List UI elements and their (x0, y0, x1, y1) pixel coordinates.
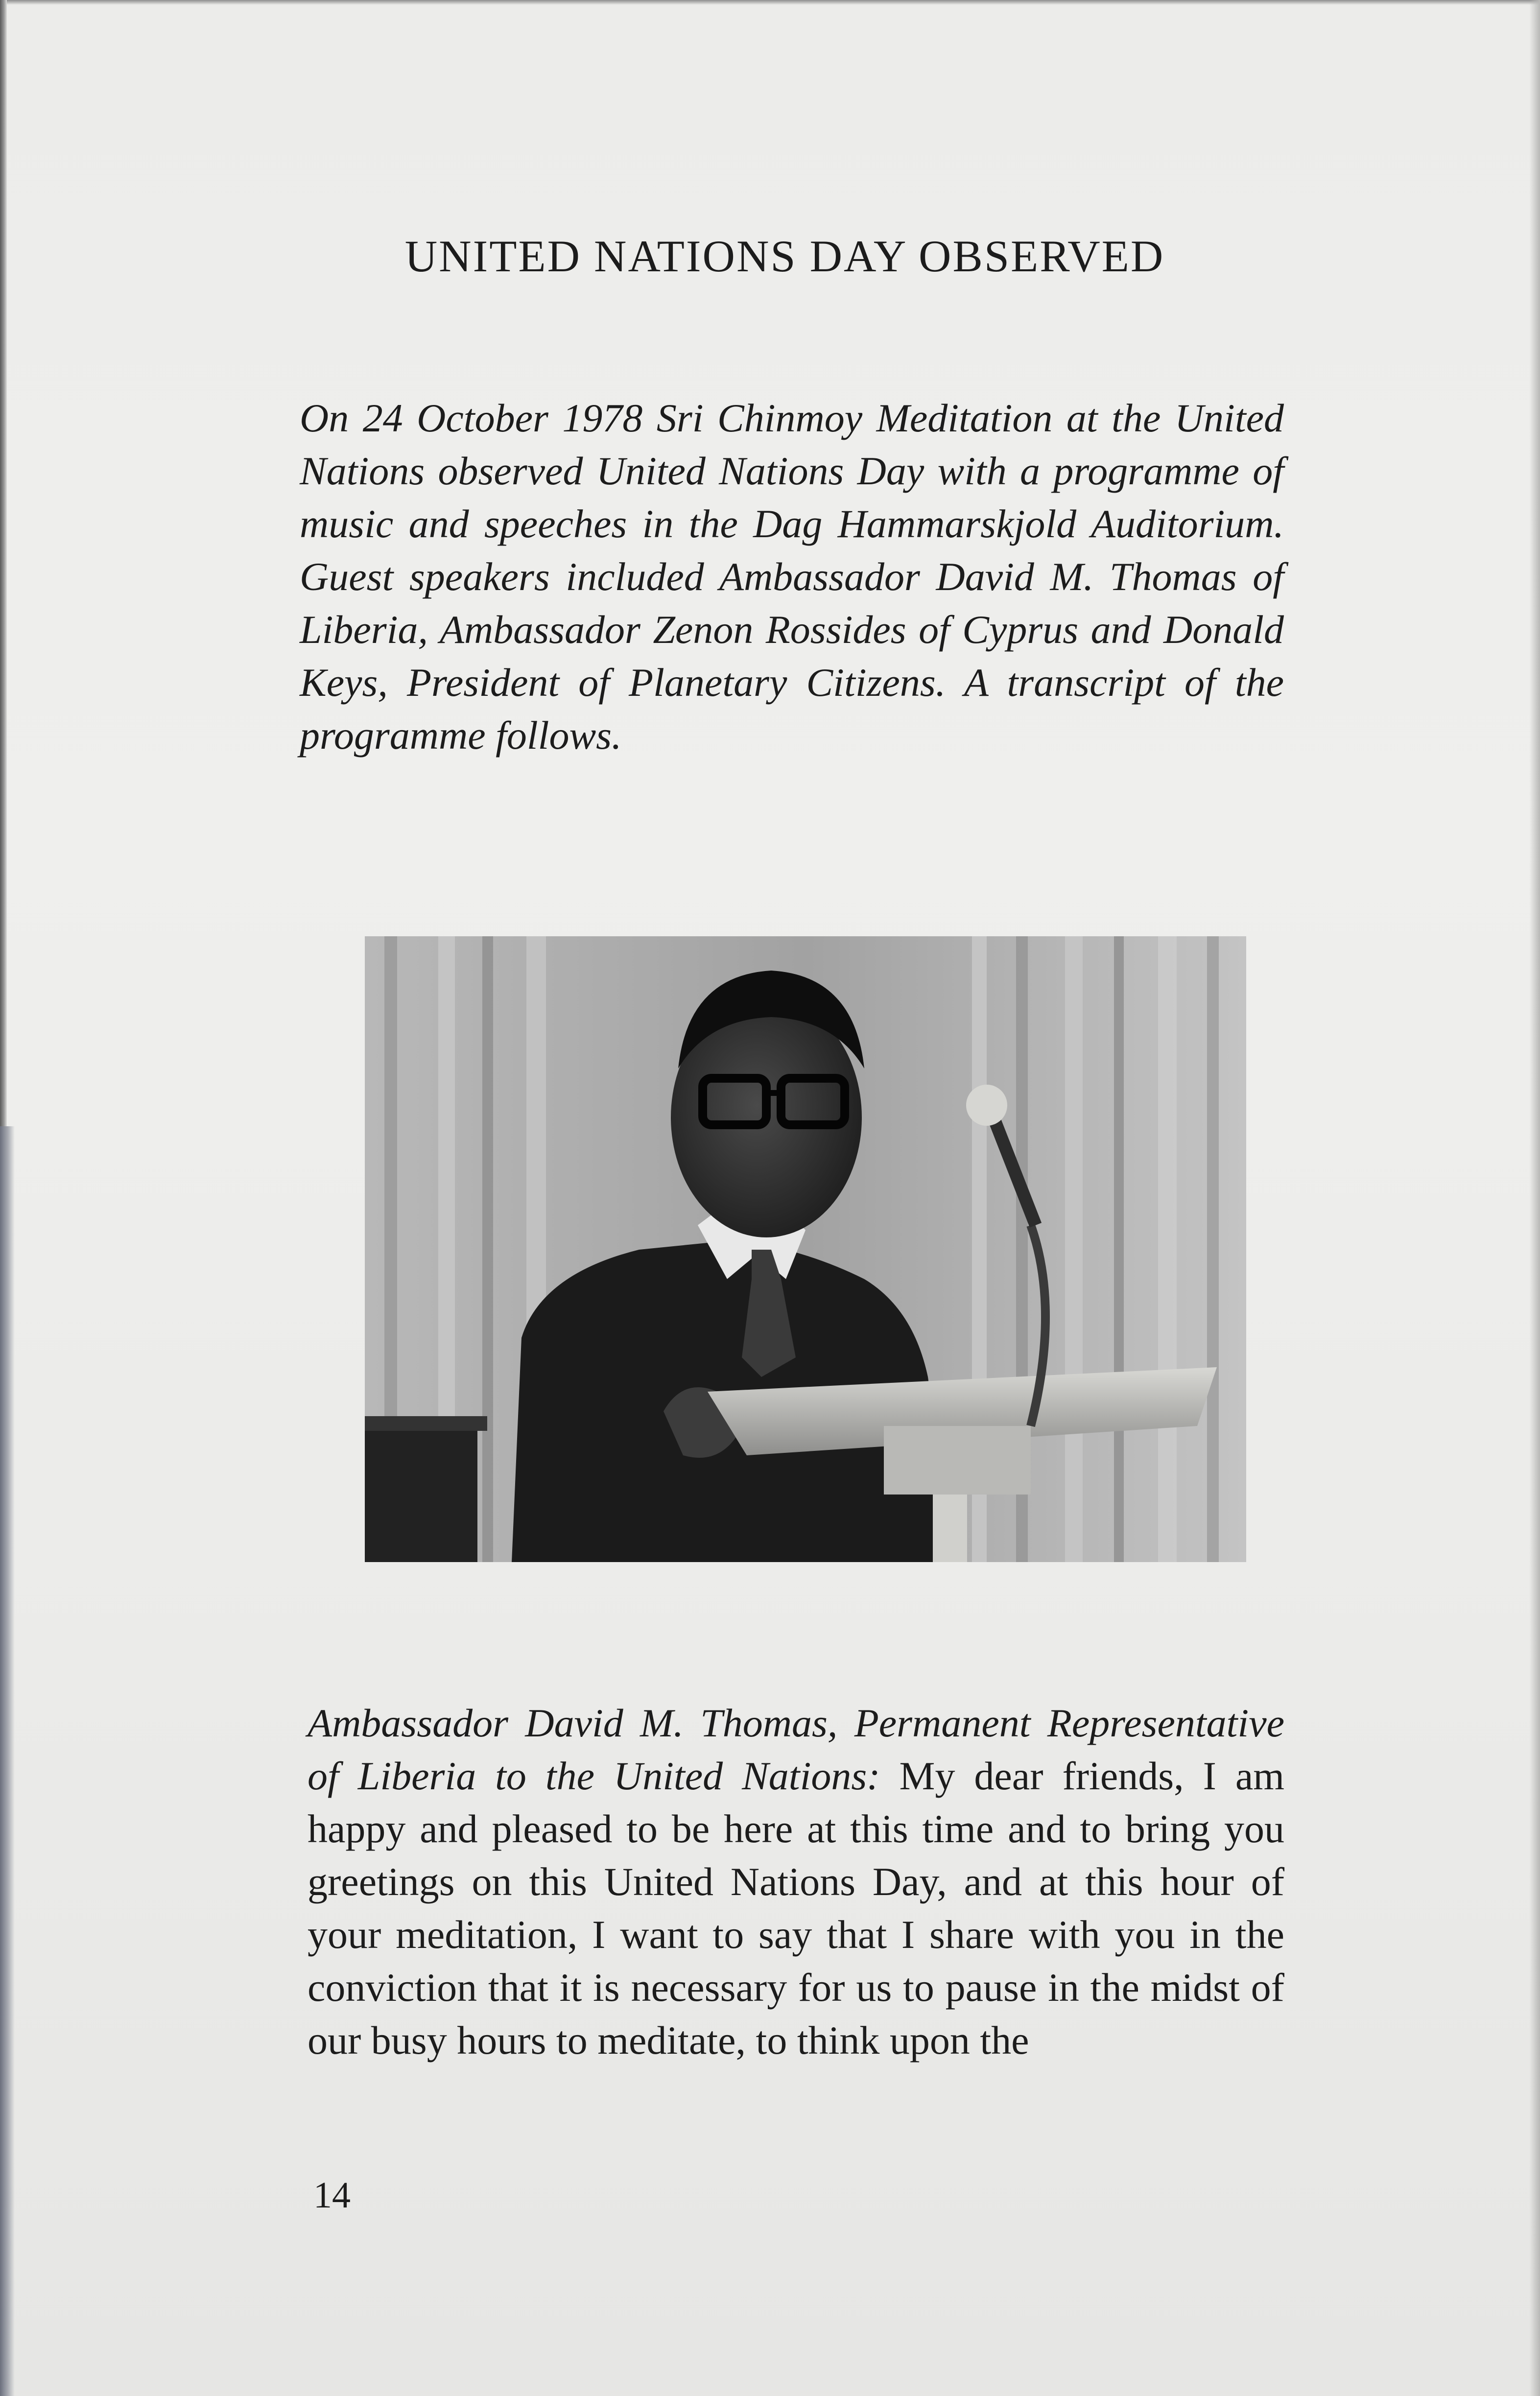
page-binding-shadow (0, 1126, 15, 2396)
speech-text: My dear friends, I am happy and pleased to be here at this time and to bring you greetings on this United Nations Day, and at this hour of your meditation, I want to say that I share with you in the conviction that it is necessary for us to pause in the midst of our busy hours to meditate, to think upon the (308, 1754, 1285, 2063)
speaker-attribution: Ambassador David M. Thomas, Permanent Representative of Liberia to the United Nations: (308, 1701, 1284, 1798)
page-top-edge (0, 0, 1540, 5)
speaker-photo (365, 936, 1246, 1562)
page-right-edge (1529, 0, 1540, 2396)
page-number: 14 (313, 2175, 351, 2216)
page-title: UNITED NATIONS DAY OBSERVED (404, 231, 1165, 281)
intro-paragraph: On 24 October 1978 Sri Chinmoy Meditation at the United Nations observed United Nations Day with a programme of music and speeches in the Dag Hammarskjold Auditorium. Guest speakers included Ambassador David M. Thomas of Liberia, Ambassador Zenon Rossides of Cyprus and Donald Keys, President of Planetary Citizens. A transcript of the programme follows. (300, 396, 1284, 758)
speech-paragraph (308, 1697, 1284, 2067)
